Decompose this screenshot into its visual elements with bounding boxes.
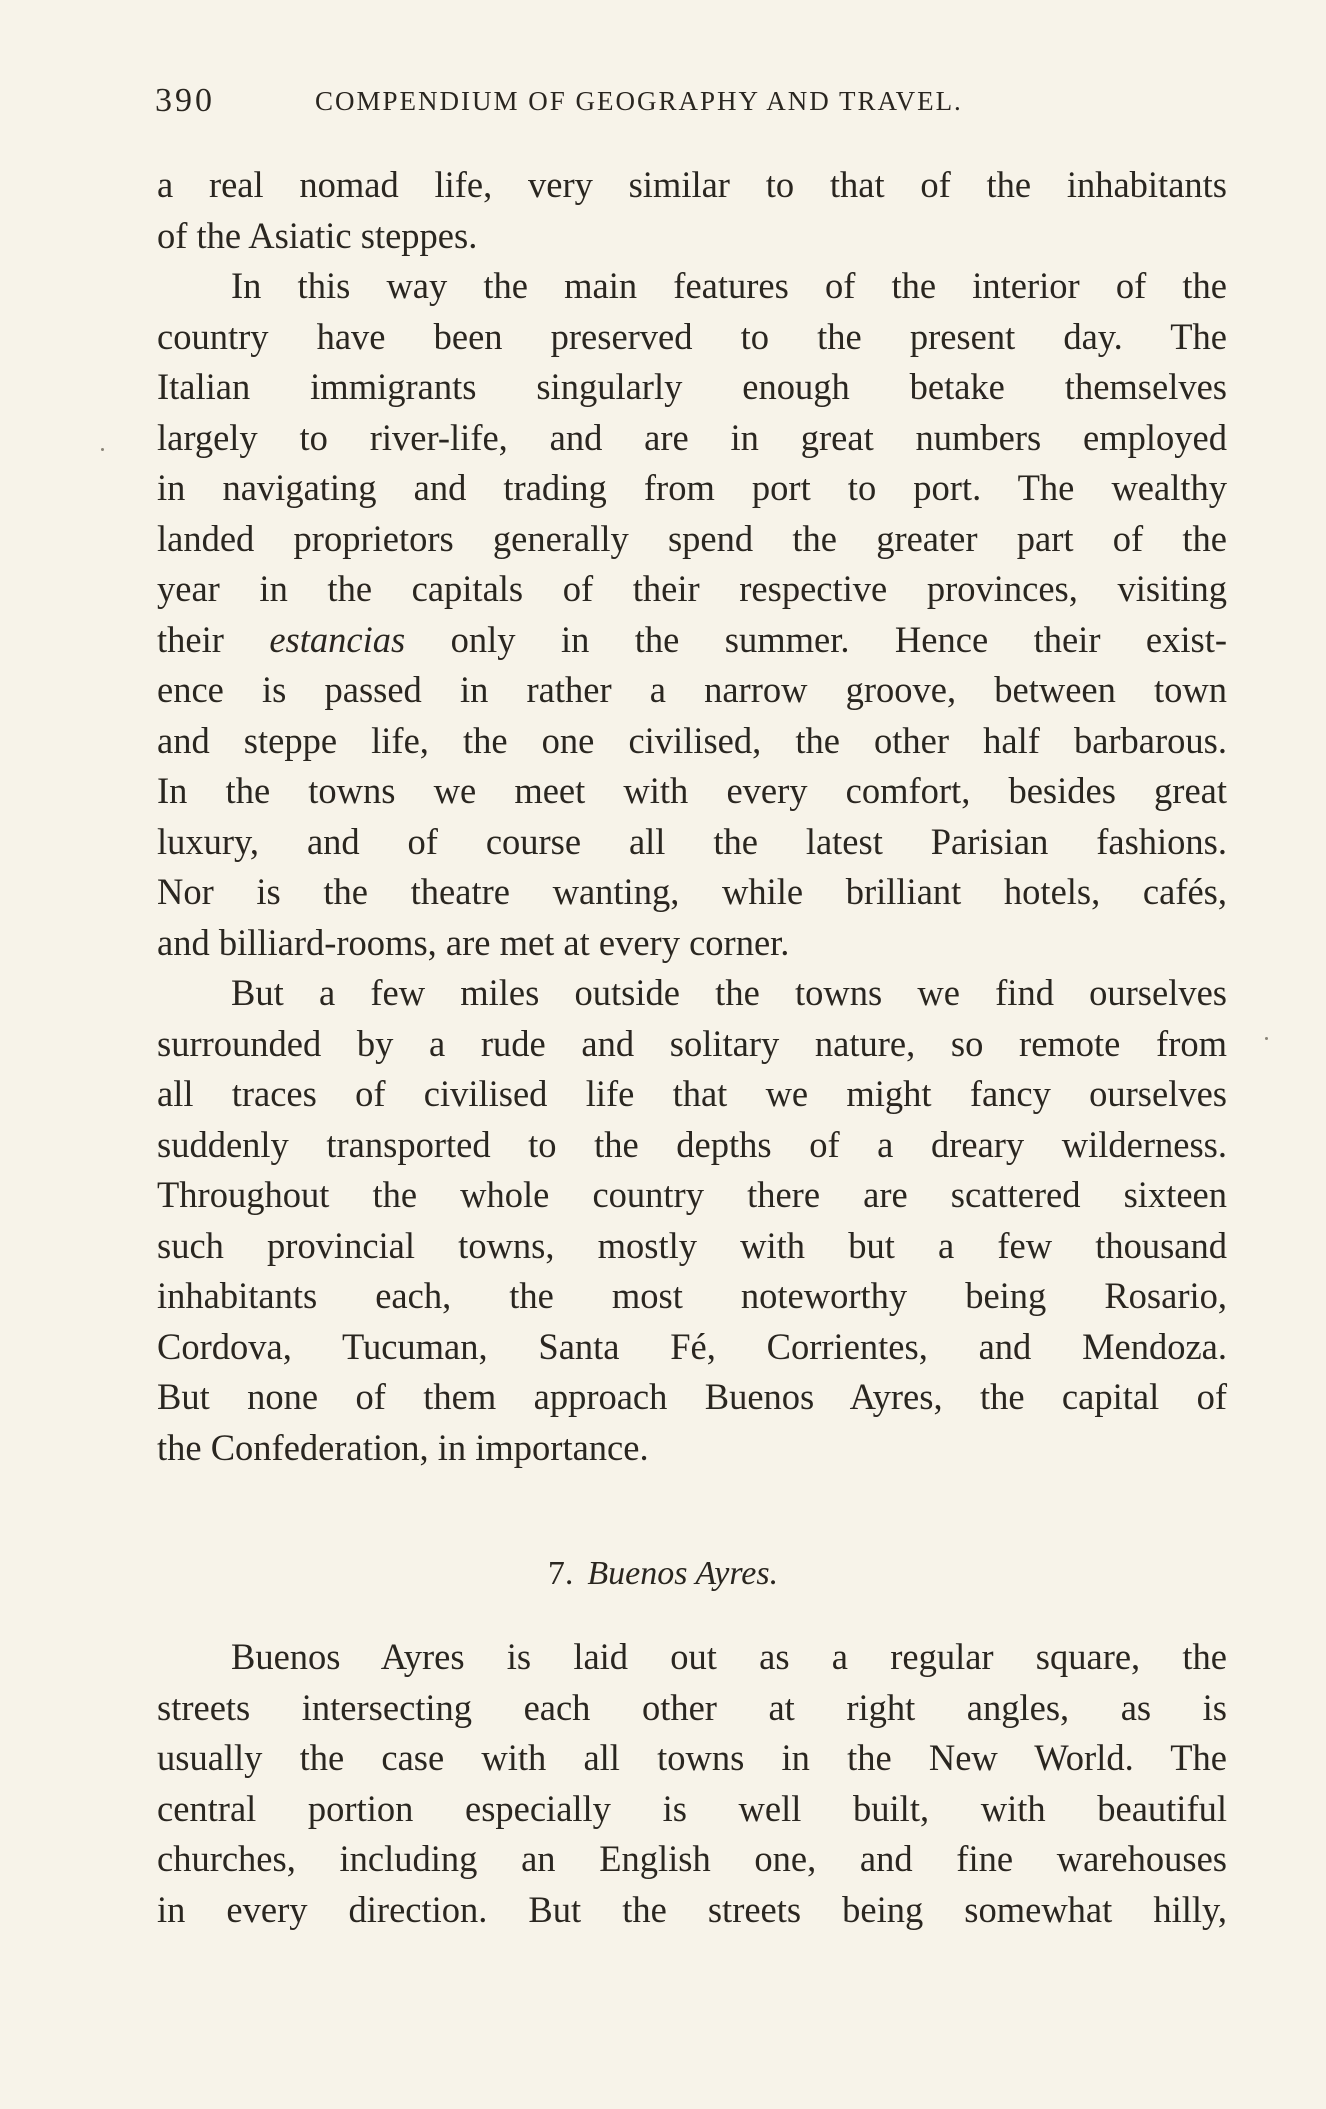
text-line: Nor is the theatre wanting, while brilliant hotels, cafés, [157, 871, 1227, 912]
text-line: central portion especially is well built, with beautiful [157, 1787, 1227, 1829]
text-line: surrounded by a rude and solitary nature, so remote from [157, 1022, 1227, 1064]
text-line: of the Asiatic steppes. [157, 214, 478, 256]
text-line: Throughout the whole country there are scattered sixteen [157, 1174, 1227, 1215]
paragraph-start: But a few miles outside the towns we find ourselves [231, 972, 1227, 1013]
text-line: largely to river-life, and are in great numbers employed [157, 416, 1227, 458]
section-title: Buenos Ayres. [587, 1555, 779, 1592]
text-line: Italian immigrants singularly enough betake themselves [157, 366, 1227, 407]
text-line: suddenly transported to the depths of a dreary wilderness. [157, 1123, 1227, 1165]
running-title: COMPENDIUM OF GEOGRAPHY AND TRAVEL. [315, 86, 963, 116]
page-number: 390 [155, 82, 215, 119]
text-line: usually the case with all towns in the New World. The [157, 1737, 1227, 1778]
text-line-estancias [157, 615, 1227, 666]
text-line: But none of them approach Buenos Ayres, the capital of [157, 1376, 1227, 1417]
running-head [155, 82, 1235, 122]
text-line: year in the capitals of their respective provinces, visiting [157, 568, 1227, 609]
text-line: a real nomad life, very similar to that of the inhabitants [157, 164, 1227, 205]
paper-speck [101, 448, 104, 451]
text-line: In the towns we meet with every comfort, besides great [157, 770, 1227, 811]
text-line: streets intersecting each other at right angles, as is [157, 1686, 1227, 1728]
text-line: and steppe life, the one civilised, the other half barbarous. [157, 719, 1227, 761]
text-line: landed proprietors generally spend the greater part of the [157, 517, 1227, 559]
text-line: country have been preserved to the present day. The [157, 315, 1227, 357]
paper-speck [1265, 1037, 1268, 1040]
text-line: churches, including an English one, and fine warehouses [157, 1838, 1227, 1879]
text-line: Cordova, Tucuman, Santa Fé, Corrientes, and Mendoza. [157, 1325, 1227, 1367]
text-line: inhabitants each, the most noteworthy being Rosario, [157, 1275, 1227, 1316]
paragraph-start: In this way the main features of the interior of the [231, 265, 1227, 306]
text-line: the Confederation, in importance. [157, 1426, 649, 1468]
text-line: in navigating and trading from port to port. The wealthy [157, 467, 1227, 508]
italic-word-estancias: estancias [269, 618, 406, 660]
text-line: such provincial towns, mostly with but a few thousand [157, 1224, 1227, 1266]
paragraph-start: Buenos Ayres is laid out as a regular square, the [231, 1636, 1227, 1677]
body-text-top [157, 160, 1227, 1473]
text-line: and billiard-rooms, are met at every corner. [157, 921, 790, 963]
text-line: in every direction. But the streets being somewhat hilly, [157, 1888, 1227, 1930]
text-fragment: only in the summer. Hence their exist- [405, 618, 1227, 660]
text-fragment: their [157, 618, 270, 660]
text-line: luxury, and of course all the latest Parisian fashions. [157, 820, 1227, 862]
text-line: all traces of civilised life that we might fancy ourselves [157, 1073, 1227, 1114]
body-text-section [157, 1632, 1227, 1935]
section-heading [0, 1555, 1326, 1593]
text-line: ence is passed in rather a narrow groove, between town [157, 669, 1227, 710]
section-number: 7. [547, 1555, 574, 1592]
